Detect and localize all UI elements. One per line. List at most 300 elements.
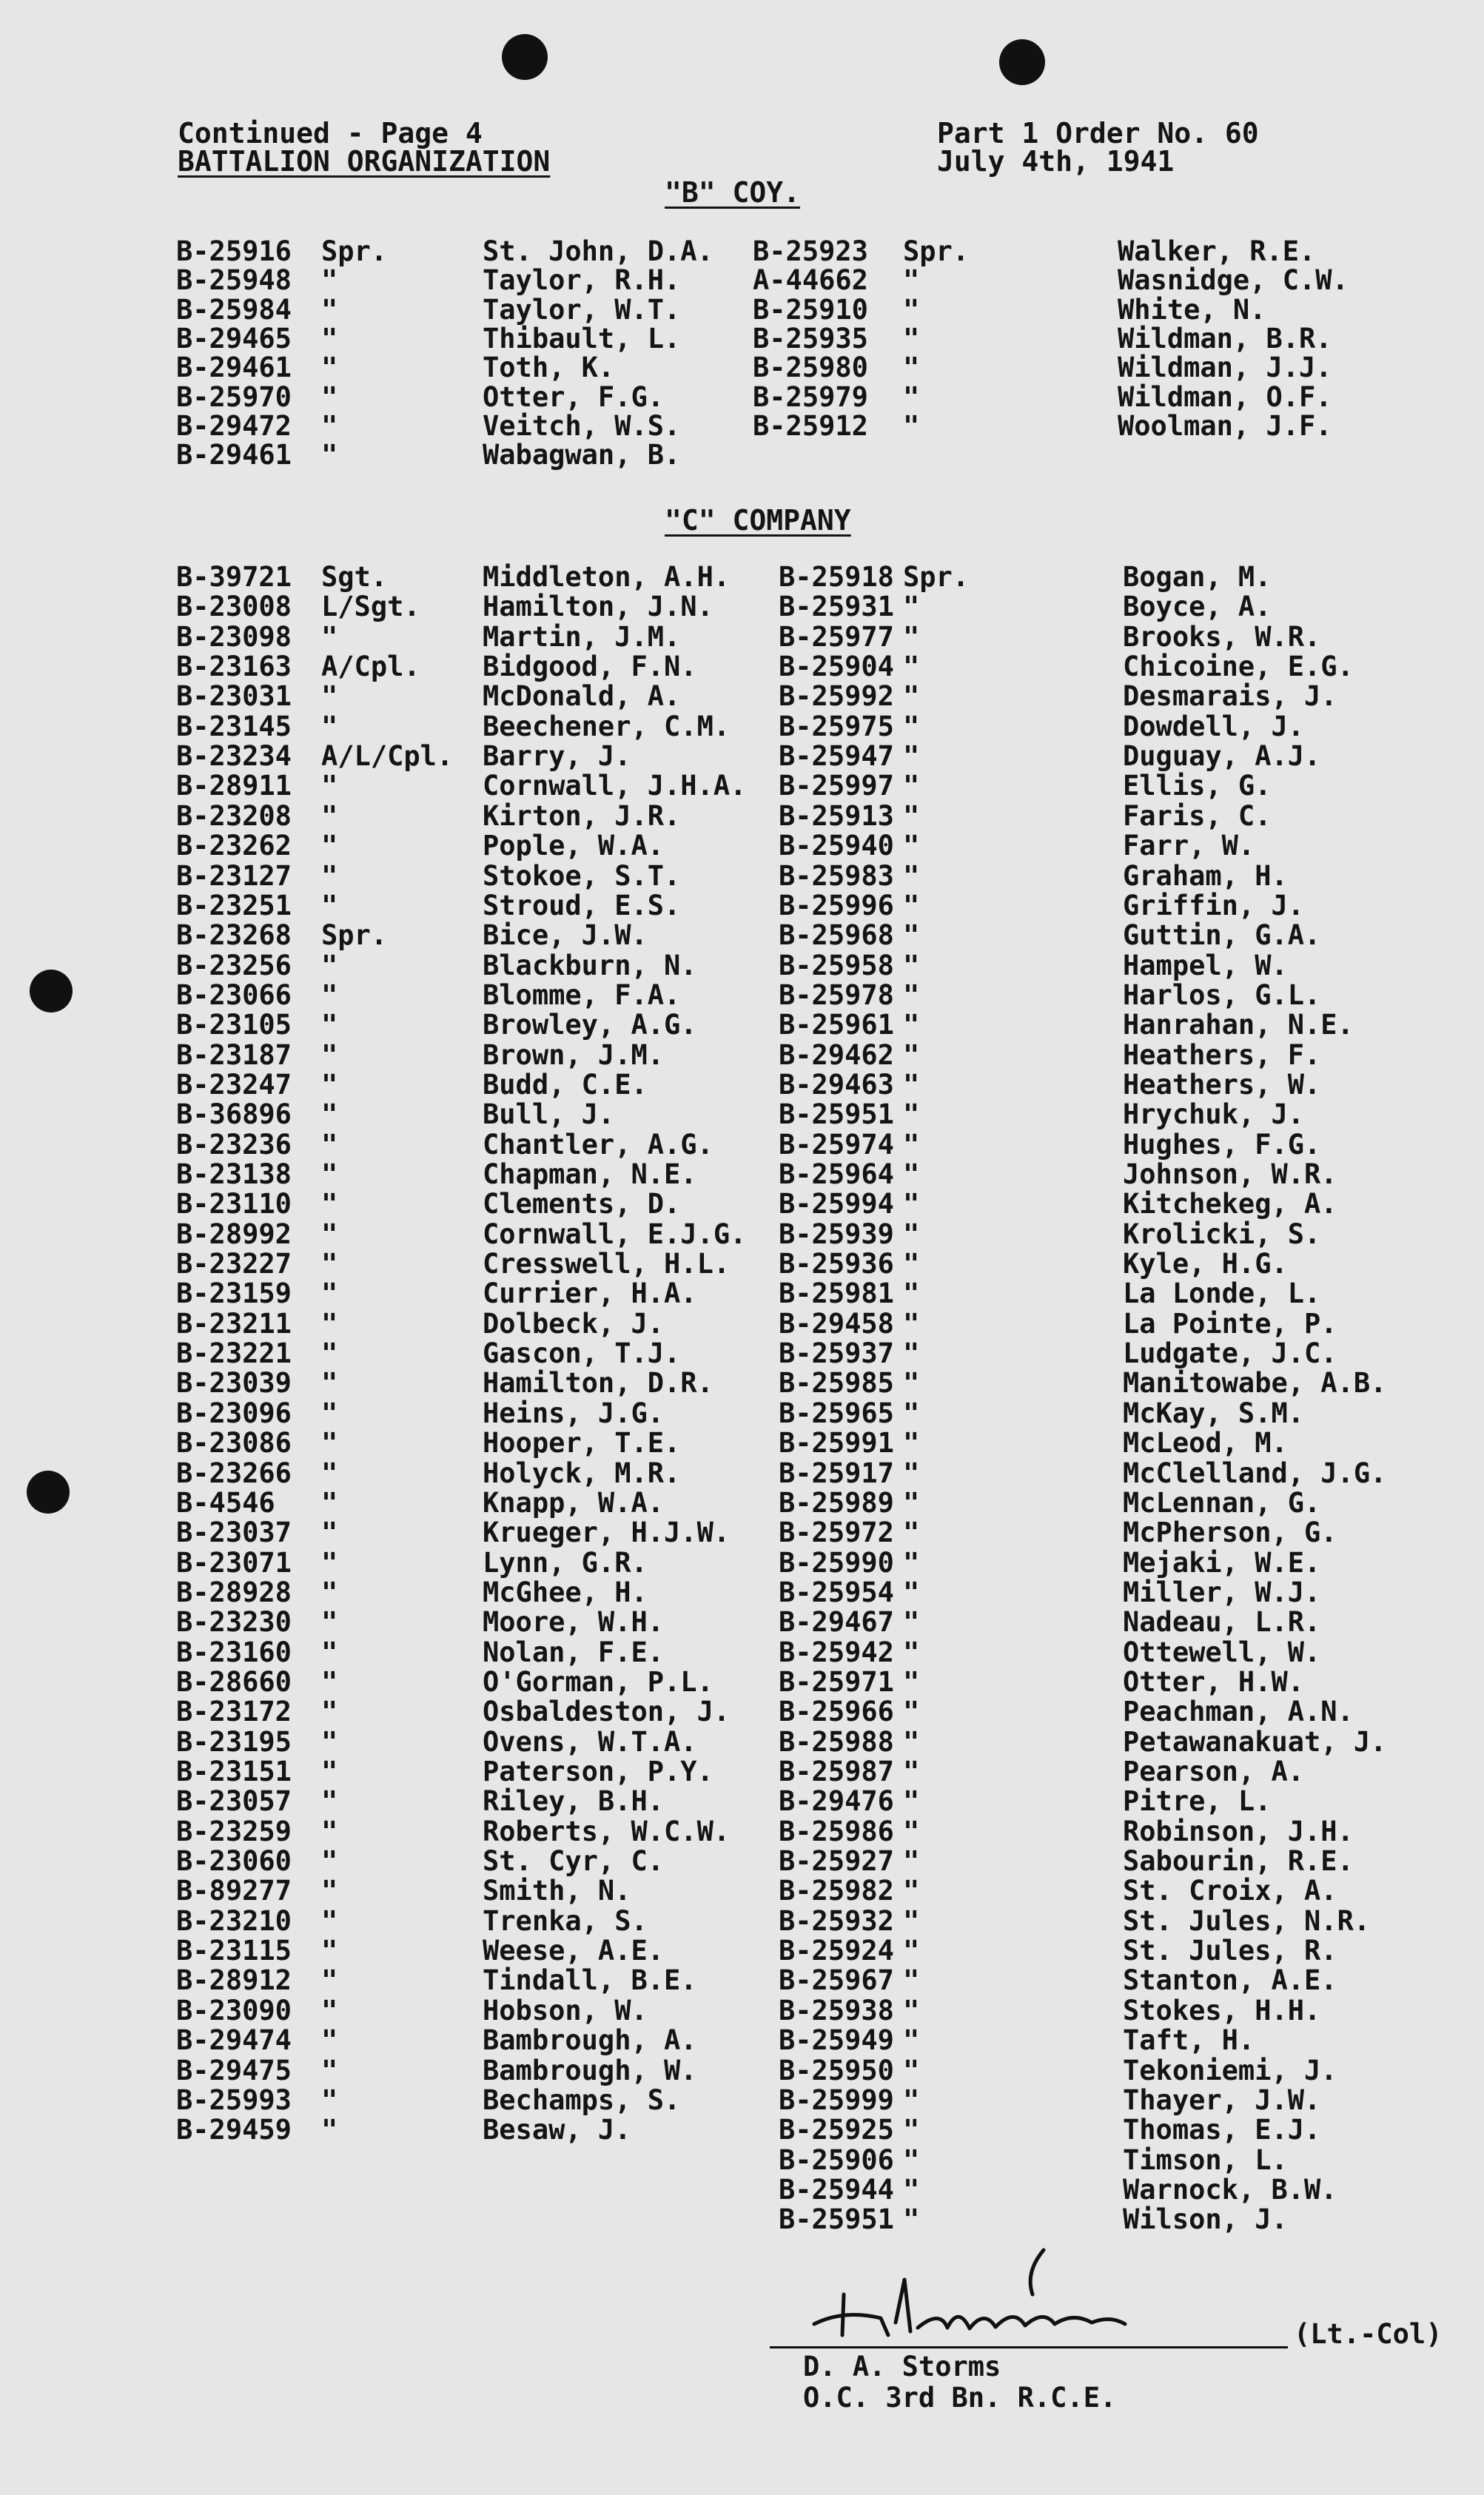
member-name: Bice, J.W. bbox=[483, 919, 648, 952]
service-number: B-23268 bbox=[176, 919, 292, 952]
rank: " bbox=[321, 1188, 338, 1220]
service-number: B-28928 bbox=[176, 1576, 292, 1608]
rank: " bbox=[321, 1756, 338, 1787]
service-number: B-23208 bbox=[176, 799, 292, 832]
c-company-row bbox=[0, 951, 1484, 981]
service-number: B-36896 bbox=[176, 1098, 292, 1131]
service-number: B-25983 bbox=[779, 859, 894, 892]
service-number: B-23227 bbox=[176, 1248, 292, 1280]
service-number: B-25967 bbox=[779, 1964, 894, 1997]
rank: " bbox=[321, 1845, 338, 1878]
service-number: B-28911 bbox=[176, 770, 292, 802]
c-company-row bbox=[0, 1070, 1484, 1100]
member-name: La Pointe, P. bbox=[1123, 1307, 1337, 1340]
signature-scrawl bbox=[799, 2235, 1155, 2354]
rank: " bbox=[903, 293, 920, 326]
service-number: B-23160 bbox=[176, 1636, 292, 1668]
service-number: B-23159 bbox=[176, 1277, 292, 1310]
rank: " bbox=[903, 1964, 920, 1997]
service-number: B-23151 bbox=[176, 1756, 292, 1787]
member-name: Wabagwan, B. bbox=[483, 439, 681, 471]
member-name: Desmarais, J. bbox=[1123, 680, 1337, 713]
member-name: Dolbeck, J. bbox=[483, 1307, 665, 1340]
member-name: Bull, J. bbox=[483, 1098, 615, 1131]
c-company-row bbox=[0, 1038, 1484, 1071]
member-name: Chantler, A.G. bbox=[483, 1128, 714, 1161]
b-coy-row bbox=[0, 295, 1484, 325]
c-company-row bbox=[0, 891, 1484, 921]
service-number: B-23163 bbox=[176, 651, 292, 683]
rank: " bbox=[321, 680, 338, 713]
c-company-row bbox=[0, 2083, 1484, 2116]
b-coy-row bbox=[0, 353, 1484, 383]
service-number: B-25932 bbox=[779, 1904, 894, 1937]
rank: " bbox=[903, 2083, 920, 2116]
c-company-row bbox=[0, 1249, 1484, 1279]
service-number: B-25993 bbox=[176, 2083, 292, 2116]
rank: " bbox=[903, 1188, 920, 1220]
service-number: B-25986 bbox=[779, 1815, 894, 1847]
rank: " bbox=[321, 1576, 338, 1608]
member-name: Cresswell, H.L. bbox=[483, 1248, 731, 1280]
rank: " bbox=[903, 2143, 920, 2176]
rank: " bbox=[321, 1367, 338, 1400]
c-company-row bbox=[0, 1757, 1484, 1787]
member-name: Wildman, J.J. bbox=[1118, 352, 1332, 384]
member-name: Paterson, P.Y. bbox=[483, 1756, 714, 1787]
rank: " bbox=[321, 1935, 338, 1967]
service-number: B-25958 bbox=[779, 949, 894, 981]
c-company-heading: "C" COMPANY bbox=[665, 504, 851, 537]
member-name: Duguay, A.J. bbox=[1123, 740, 1321, 773]
service-number: B-23251 bbox=[176, 889, 292, 921]
rank: " bbox=[321, 1277, 338, 1310]
service-number: B-25985 bbox=[779, 1367, 894, 1400]
service-number: B-25981 bbox=[779, 1277, 894, 1310]
c-company-row bbox=[0, 622, 1484, 652]
member-name: Hamilton, J.N. bbox=[483, 591, 714, 623]
service-number: B-29463 bbox=[779, 1068, 894, 1101]
member-name: Stokes, H.H. bbox=[1123, 1994, 1321, 2026]
rank: " bbox=[903, 1307, 920, 1340]
member-name: Mejaki, W.E. bbox=[1123, 1546, 1321, 1579]
rank: " bbox=[321, 2083, 338, 2116]
service-number: B-25982 bbox=[779, 1875, 894, 1907]
c-company-row bbox=[0, 682, 1484, 711]
service-number: B-25988 bbox=[779, 1725, 894, 1758]
c-company-row bbox=[0, 799, 1484, 832]
member-name: Miller, W.J. bbox=[1123, 1576, 1321, 1608]
service-number: B-23259 bbox=[176, 1815, 292, 1847]
rank: " bbox=[321, 1427, 338, 1460]
c-company-row bbox=[0, 771, 1484, 801]
service-number: B-23060 bbox=[176, 1845, 292, 1878]
member-name: Wildman, O.F. bbox=[1118, 380, 1332, 413]
service-number: B-25992 bbox=[779, 680, 894, 713]
rank: " bbox=[903, 1038, 920, 1071]
service-number: B-25994 bbox=[779, 1188, 894, 1220]
member-name: Pitre, L. bbox=[1123, 1785, 1272, 1818]
service-number: A-44662 bbox=[753, 264, 868, 297]
rank: " bbox=[903, 620, 920, 653]
service-number: B-23090 bbox=[176, 1994, 292, 2026]
service-number: B-23211 bbox=[176, 1307, 292, 1340]
member-name: Hanrahan, N.E. bbox=[1123, 1009, 1354, 1041]
service-number: B-25936 bbox=[779, 1248, 894, 1280]
member-name: Harlos, G.L. bbox=[1123, 978, 1321, 1011]
rank: " bbox=[321, 1606, 338, 1639]
c-company-row bbox=[0, 1638, 1484, 1668]
rank: " bbox=[903, 1427, 920, 1460]
member-name: Ovens, W.T.A. bbox=[483, 1725, 697, 1758]
c-company-row bbox=[0, 1100, 1484, 1129]
rank: " bbox=[903, 2173, 920, 2206]
rank: " bbox=[903, 1397, 920, 1429]
member-name: Stanton, A.E. bbox=[1123, 1964, 1337, 1997]
member-name: Knapp, W.A. bbox=[483, 1486, 665, 1519]
member-name: Clements, D. bbox=[483, 1188, 681, 1220]
service-number: B-25987 bbox=[779, 1756, 894, 1787]
rank: " bbox=[321, 1517, 338, 1549]
service-number: B-29472 bbox=[176, 409, 292, 442]
member-name: Warnock, B.W. bbox=[1123, 2173, 1337, 2206]
service-number: B-29461 bbox=[176, 439, 292, 471]
service-number: B-25980 bbox=[753, 352, 868, 384]
service-number: B-39721 bbox=[176, 561, 292, 593]
service-number: B-25951 bbox=[779, 2203, 894, 2236]
service-number: B-25918 bbox=[779, 561, 894, 593]
member-name: Brown, J.M. bbox=[483, 1038, 665, 1071]
service-number: B-25990 bbox=[779, 1546, 894, 1579]
c-company-row bbox=[0, 1847, 1484, 1876]
rank: " bbox=[903, 264, 920, 297]
c-company-row bbox=[0, 1548, 1484, 1578]
member-name: McDonald, A. bbox=[483, 680, 681, 713]
c-company-row bbox=[0, 563, 1484, 592]
member-name: Petawanakuat, J. bbox=[1123, 1725, 1387, 1758]
service-number: B-23066 bbox=[176, 978, 292, 1011]
member-name: Budd, C.E. bbox=[483, 1068, 648, 1101]
member-name: Brooks, W.R. bbox=[1123, 620, 1321, 653]
member-name: Beechener, C.M. bbox=[483, 710, 731, 742]
rank: " bbox=[321, 799, 338, 832]
service-number: B-29475 bbox=[176, 2054, 292, 2086]
service-number: B-25999 bbox=[779, 2083, 894, 2116]
service-number: B-25937 bbox=[779, 1337, 894, 1370]
c-company-row bbox=[0, 712, 1484, 742]
c-company-row bbox=[0, 1518, 1484, 1548]
member-name: Blackburn, N. bbox=[483, 949, 697, 981]
rank: " bbox=[321, 409, 338, 442]
service-number: B-25927 bbox=[779, 1845, 894, 1878]
member-name: Gascon, T.J. bbox=[483, 1337, 681, 1370]
service-number: B-23262 bbox=[176, 830, 292, 862]
service-number: B-25954 bbox=[779, 1576, 894, 1608]
signature-name: D. A. Storms bbox=[803, 2351, 1001, 2382]
rank: " bbox=[903, 859, 920, 892]
header-date: July 4th, 1941 bbox=[937, 145, 1175, 178]
member-name: Taylor, R.H. bbox=[483, 264, 681, 297]
signature-unit: O.C. 3rd Bn. R.C.E. bbox=[803, 2382, 1117, 2414]
rank: " bbox=[321, 1994, 338, 2026]
service-number: B-23230 bbox=[176, 1606, 292, 1639]
service-number: B-25997 bbox=[779, 770, 894, 802]
member-name: Browley, A.G. bbox=[483, 1009, 697, 1041]
c-company-row bbox=[0, 1817, 1484, 1847]
service-number: B-25910 bbox=[753, 293, 868, 326]
rank: " bbox=[903, 1517, 920, 1549]
c-company-row bbox=[0, 1010, 1484, 1040]
c-company-row bbox=[0, 978, 1484, 1011]
service-number: B-23236 bbox=[176, 1128, 292, 1161]
rank: " bbox=[903, 1158, 920, 1190]
member-name: Timson, L. bbox=[1123, 2143, 1288, 2176]
member-name: Nadeau, L.R. bbox=[1123, 1606, 1321, 1639]
c-company-row bbox=[0, 1904, 1484, 1937]
member-name: Robinson, J.H. bbox=[1123, 1815, 1354, 1847]
service-number: B-25938 bbox=[779, 1994, 894, 2026]
rank: " bbox=[903, 1606, 920, 1639]
member-name: St. Jules, N.R. bbox=[1123, 1904, 1371, 1937]
b-coy-row bbox=[0, 440, 1484, 470]
service-number: B-25968 bbox=[779, 919, 894, 952]
service-number: B-23138 bbox=[176, 1158, 292, 1190]
member-name: Sabourin, R.E. bbox=[1123, 1845, 1354, 1878]
member-name: Wilson, J. bbox=[1123, 2203, 1288, 2236]
c-company-row bbox=[0, 1876, 1484, 1906]
rank: " bbox=[321, 1128, 338, 1161]
c-company-row bbox=[0, 1697, 1484, 1727]
member-name: Cornwall, J.H.A. bbox=[483, 770, 747, 802]
member-name: McKay, S.M. bbox=[1123, 1397, 1305, 1429]
header-battalion-organization: BATTALION ORGANIZATION bbox=[178, 145, 551, 178]
member-name: Thayer, J.W. bbox=[1123, 2083, 1321, 2116]
member-name: Heathers, W. bbox=[1123, 1068, 1321, 1101]
service-number: B-25996 bbox=[779, 889, 894, 921]
member-name: Boyce, A. bbox=[1123, 591, 1272, 623]
member-name: Otter, F.G. bbox=[483, 380, 665, 413]
member-name: Taylor, W.T. bbox=[483, 293, 681, 326]
member-name: Peachman, A.N. bbox=[1123, 1696, 1354, 1728]
service-number: B-23098 bbox=[176, 620, 292, 653]
member-name: Griffin, J. bbox=[1123, 889, 1305, 921]
service-number: B-25977 bbox=[779, 620, 894, 653]
service-number: B-25948 bbox=[176, 264, 292, 297]
rank: " bbox=[903, 1098, 920, 1131]
rank: " bbox=[903, 1576, 920, 1608]
service-number: B-23234 bbox=[176, 740, 292, 773]
member-name: Bambrough, W. bbox=[483, 2054, 697, 2086]
c-company-row bbox=[0, 652, 1484, 682]
rank: " bbox=[903, 1994, 920, 2026]
b-coy-row bbox=[0, 324, 1484, 354]
b-coy-row bbox=[0, 409, 1484, 442]
rank: " bbox=[903, 1875, 920, 1907]
service-number: B-23256 bbox=[176, 949, 292, 981]
punch-hole-top-left bbox=[502, 34, 548, 80]
member-name: Veitch, W.S. bbox=[483, 409, 681, 442]
rank: A/Cpl. bbox=[321, 651, 420, 683]
member-name: Wildman, B.R. bbox=[1118, 322, 1332, 355]
rank: Spr. bbox=[903, 235, 970, 267]
c-company-row bbox=[0, 1220, 1484, 1249]
member-name: McPherson, G. bbox=[1123, 1517, 1337, 1549]
member-name: Osbaldeston, J. bbox=[483, 1696, 731, 1728]
service-number: B-29467 bbox=[779, 1606, 894, 1639]
service-number: B-29458 bbox=[779, 1307, 894, 1340]
service-number: B-25974 bbox=[779, 1128, 894, 1161]
service-number: B-23187 bbox=[176, 1038, 292, 1071]
b-coy-row bbox=[0, 237, 1484, 266]
rank: " bbox=[321, 352, 338, 384]
service-number: B-25912 bbox=[753, 409, 868, 442]
rank: " bbox=[903, 1068, 920, 1101]
member-name: Ellis, G. bbox=[1123, 770, 1272, 802]
c-company-row bbox=[0, 831, 1484, 861]
rank: " bbox=[903, 1725, 920, 1758]
rank: " bbox=[903, 1756, 920, 1787]
member-name: Thomas, E.J. bbox=[1123, 2114, 1321, 2146]
service-number: B-23247 bbox=[176, 1068, 292, 1101]
member-name: Heathers, F. bbox=[1123, 1038, 1321, 1071]
member-name: Blomme, F.A. bbox=[483, 978, 681, 1011]
rank: " bbox=[321, 1875, 338, 1907]
member-name: Bambrough, A. bbox=[483, 2024, 697, 2057]
rank: " bbox=[903, 1845, 920, 1878]
rank: " bbox=[321, 1397, 338, 1429]
rank: " bbox=[321, 1636, 338, 1668]
service-number: B-25917 bbox=[779, 1457, 894, 1489]
member-name: Ottewell, W. bbox=[1123, 1636, 1321, 1668]
rank: " bbox=[903, 680, 920, 713]
member-name: Manitowabe, A.B. bbox=[1123, 1367, 1387, 1400]
service-number: B-25961 bbox=[779, 1009, 894, 1041]
member-name: Trenka, S. bbox=[483, 1904, 648, 1937]
member-name: White, N. bbox=[1118, 293, 1266, 326]
rank: " bbox=[903, 978, 920, 1011]
member-name: Hughes, F.G. bbox=[1123, 1128, 1321, 1161]
member-name: Toth, K. bbox=[483, 352, 615, 384]
rank: " bbox=[903, 1815, 920, 1847]
member-name: Walker, R.E. bbox=[1118, 235, 1316, 267]
member-name: Holyck, M.R. bbox=[483, 1457, 681, 1489]
rank: " bbox=[903, 740, 920, 773]
header-continued: Continued - Page 4 bbox=[178, 117, 483, 150]
service-number: B-25964 bbox=[779, 1158, 894, 1190]
member-name: St. Jules, R. bbox=[1123, 1935, 1337, 1967]
rank: " bbox=[321, 322, 338, 355]
c-company-row bbox=[0, 2205, 1484, 2234]
rank: " bbox=[903, 1367, 920, 1400]
rank: Sgt. bbox=[321, 561, 388, 593]
c-company-row bbox=[0, 1399, 1484, 1428]
rank: " bbox=[903, 409, 920, 442]
member-name: Besaw, J. bbox=[483, 2114, 631, 2146]
c-company-row bbox=[0, 1727, 1484, 1757]
c-company-row bbox=[0, 1279, 1484, 1309]
c-company-row bbox=[0, 742, 1484, 771]
b-coy-row bbox=[0, 266, 1484, 295]
service-number: B-25939 bbox=[779, 1218, 894, 1250]
service-number: B-23115 bbox=[176, 1935, 292, 1967]
service-number: B-23127 bbox=[176, 859, 292, 892]
rank: " bbox=[903, 830, 920, 862]
c-company-row bbox=[0, 859, 1484, 892]
service-number: B-25979 bbox=[753, 380, 868, 413]
service-number: B-23105 bbox=[176, 1009, 292, 1041]
member-name: Dowdell, J. bbox=[1123, 710, 1305, 742]
member-name: St. John, D.A. bbox=[483, 235, 714, 267]
member-name: Krueger, H.J.W. bbox=[483, 1517, 731, 1549]
member-name: Kirton, J.R. bbox=[483, 799, 681, 832]
member-name: Farr, W. bbox=[1123, 830, 1255, 862]
service-number: B-4546 bbox=[176, 1486, 275, 1519]
service-number: B-28992 bbox=[176, 1218, 292, 1250]
service-number: B-25949 bbox=[779, 2024, 894, 2057]
member-name: Hrychuk, J. bbox=[1123, 1098, 1305, 1131]
member-name: Ludgate, J.C. bbox=[1123, 1337, 1337, 1370]
service-number: B-25965 bbox=[779, 1397, 894, 1429]
member-name: Riley, B.H. bbox=[483, 1785, 665, 1818]
service-number: B-25924 bbox=[779, 1935, 894, 1967]
rank: " bbox=[903, 1904, 920, 1937]
member-name: Kyle, H.G. bbox=[1123, 1248, 1288, 1280]
rank: " bbox=[321, 293, 338, 326]
c-company-row bbox=[0, 1936, 1484, 1966]
rank: " bbox=[903, 2203, 920, 2236]
c-company-row bbox=[0, 1130, 1484, 1160]
c-company-row bbox=[0, 1428, 1484, 1458]
member-name: Cornwall, E.J.G. bbox=[483, 1218, 747, 1250]
member-name: Guttin, G.A. bbox=[1123, 919, 1321, 952]
rank: " bbox=[903, 1546, 920, 1579]
member-name: Hamilton, D.R. bbox=[483, 1367, 714, 1400]
c-company-row bbox=[0, 2115, 1484, 2145]
member-name: Kitchekeg, A. bbox=[1123, 1188, 1337, 1220]
service-number: B-89277 bbox=[176, 1875, 292, 1907]
service-number: B-29459 bbox=[176, 2114, 292, 2146]
member-name: Heins, J.G. bbox=[483, 1397, 665, 1429]
service-number: B-23086 bbox=[176, 1427, 292, 1460]
member-name: McLennan, G. bbox=[1123, 1486, 1321, 1519]
member-name: Tekoniemi, J. bbox=[1123, 2054, 1337, 2086]
service-number: B-23039 bbox=[176, 1367, 292, 1400]
member-name: Krolicki, S. bbox=[1123, 1218, 1321, 1250]
member-name: St. Croix, A. bbox=[1123, 1875, 1337, 1907]
service-number: B-25975 bbox=[779, 710, 894, 742]
member-name: Thibault, L. bbox=[483, 322, 681, 355]
service-number: B-25944 bbox=[779, 2173, 894, 2206]
service-number: B-25916 bbox=[176, 235, 292, 267]
rank: " bbox=[321, 1665, 338, 1698]
rank: " bbox=[903, 1337, 920, 1370]
member-name: Weese, A.E. bbox=[483, 1935, 665, 1967]
rank: " bbox=[903, 919, 920, 952]
rank: " bbox=[903, 1785, 920, 1818]
member-name: Middleton, A.H. bbox=[483, 561, 731, 593]
rank: " bbox=[321, 830, 338, 862]
rank: " bbox=[903, 591, 920, 623]
member-name: Stokoe, S.T. bbox=[483, 859, 681, 892]
rank: " bbox=[321, 1248, 338, 1280]
c-company-row bbox=[0, 1459, 1484, 1488]
rank: " bbox=[321, 1158, 338, 1190]
rank: Spr. bbox=[903, 561, 970, 593]
service-number: B-25940 bbox=[779, 830, 894, 862]
service-number: B-25931 bbox=[779, 591, 894, 623]
rank: " bbox=[903, 1009, 920, 1041]
member-name: Martin, J.M. bbox=[483, 620, 681, 653]
